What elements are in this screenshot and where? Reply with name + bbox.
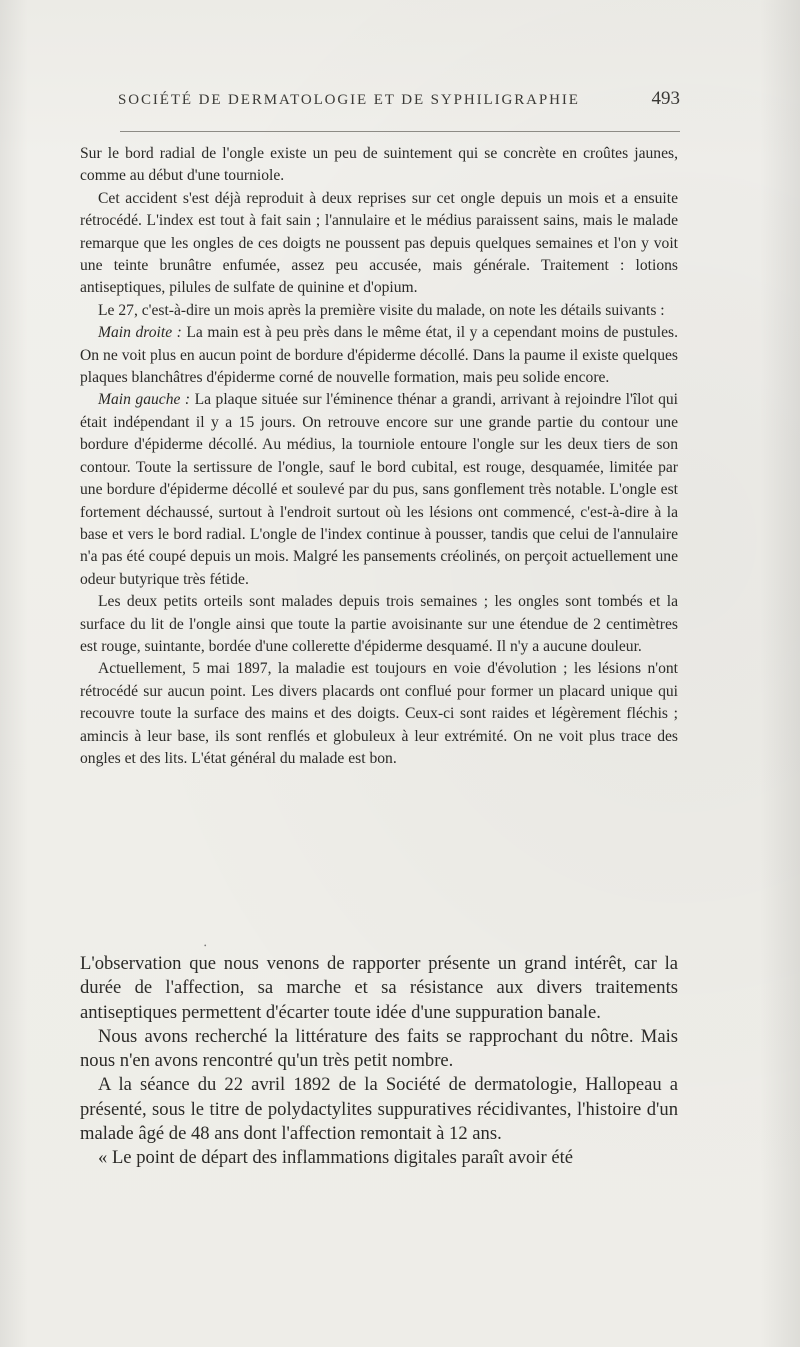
observation-text — [80, 143, 678, 770]
paragraph: A la séance du 22 avril 1892 de la Société de dermatologie, Hallopeau a présenté, sous le titre de polydactylites suppuratives récidivantes, l'histoire d'un malade âgé de 48 ans dont l'affection remontait à 12 ans. — [80, 1074, 678, 1145]
discussion-text — [80, 952, 678, 1171]
ornament-dot: • — [204, 942, 207, 950]
paragraph-left-hand — [80, 389, 678, 591]
paragraph-right-hand — [80, 322, 678, 389]
paragraph: Actuellement, 5 mai 1897, la maladie est toujours en voie d'évolution ; les lésions n'ont rétrocédé sur aucun point. Les divers placards ont conflué pour former un placard unique qui recouvre toute la surface des mains et des doigts. Ceux-ci sont raides et légèrement fléchis ; amincis à leur base, ils sont renflés et globuleux à leur extrémité. On ne voit plus trace des ongles et des lits. L'état général du malade est bon. — [80, 660, 678, 767]
paragraph: Sur le bord radial de l'ongle existe un peu de suintement qui se concrète en croûtes jaunes, comme au début d'une tourniole. — [80, 145, 678, 185]
paragraph-label: Main droite : — [98, 324, 182, 342]
paragraph: Nous avons recherché la littérature des faits se rapprochant du nôtre. Mais nous n'en avons rencontré qu'un très petit nombre. — [80, 1025, 678, 1072]
paragraph: L'observation que nous venons de rapporter présente un grand intérêt, car la durée de l'affection, sa marche et sa résistance aux divers traitements antiseptiques permettent d'écarter toute idée d'une suppuration banale. — [80, 953, 678, 1023]
paragraph-text: La main est à peu près dans le même état, il y a cependant moins de pustules. On ne voit plus en aucun point de bordure d'épiderme décollé. Dans la paume il existe quelques plaques blanchâtres d'épiderme corné de nouvelle formation, mais peu solide encore. — [80, 324, 678, 387]
page-number: 493 — [651, 88, 680, 109]
paragraph: « Le point de départ des inflammations digitales paraît avoir été — [98, 1147, 574, 1169]
running-head-title: SOCIÉTÉ DE DERMATOLOGIE ET DE SYPHILIGRAPHIE — [118, 92, 580, 108]
paragraph: Cet accident s'est déjà reproduit à deux reprises sur cet ongle depuis un mois et a ensuite rétrocédé. L'index est tout à fait sain ; l'annulaire et le médius paraissent sains, mais le malade remarque que les ongles de ces doigts ne poussent pas depuis quelques semaines et l'on y voit une teinte brunâtre enfumée, assez peu accusée, mais générale. Traitement : lotions antiseptiques, pilules de sulfate de quinine et d'opium. — [80, 189, 678, 297]
header-rule — [120, 131, 680, 132]
running-head — [118, 88, 680, 116]
paragraph: Les deux petits orteils sont malades depuis trois semaines ; les ongles sont tombés et la surface du lit de l'ongle ainsi que toute la partie avoisinante sur une étendue de 2 centimètres est rouge, suintante, bordée d'une collerette d'épiderme desquamé. Il n'y a aucune douleur. — [80, 593, 678, 655]
paragraph-label: Main gauche : — [98, 391, 191, 409]
paragraph: Le 27, c'est-à-dire un mois après la première visite du malade, on note les détails suivants : — [98, 301, 665, 319]
paragraph-text: La plaque située sur l'éminence thénar a grandi, arrivant à rejoindre l'îlot qui était indépendant il y a 15 jours. On retrouve encore sur une grande partie du contour une bordure d'épiderme décollé. Au médius, la tourniole entoure l'ongle sur les deux tiers de son contour. Toute la sertissure de l'ongle, sauf le bord cubital, est rouge, desquamée, limitée par une bordure d'épiderme décollé et soulevé par du pus, sans gonflement très notable. L'ongle est fortement déchaussé, surtout à l'endroit surtout où les lésions ont commencé, c'est-à-dire à la base et vers le bord radial. L'ongle de l'index continue à pousser, tandis que celui de l'annulaire n'a pas été coupé depuis un mois. Malgré les pansements créolinés, on perçoit actuellement une odeur butyrique très fétide. — [80, 391, 678, 588]
